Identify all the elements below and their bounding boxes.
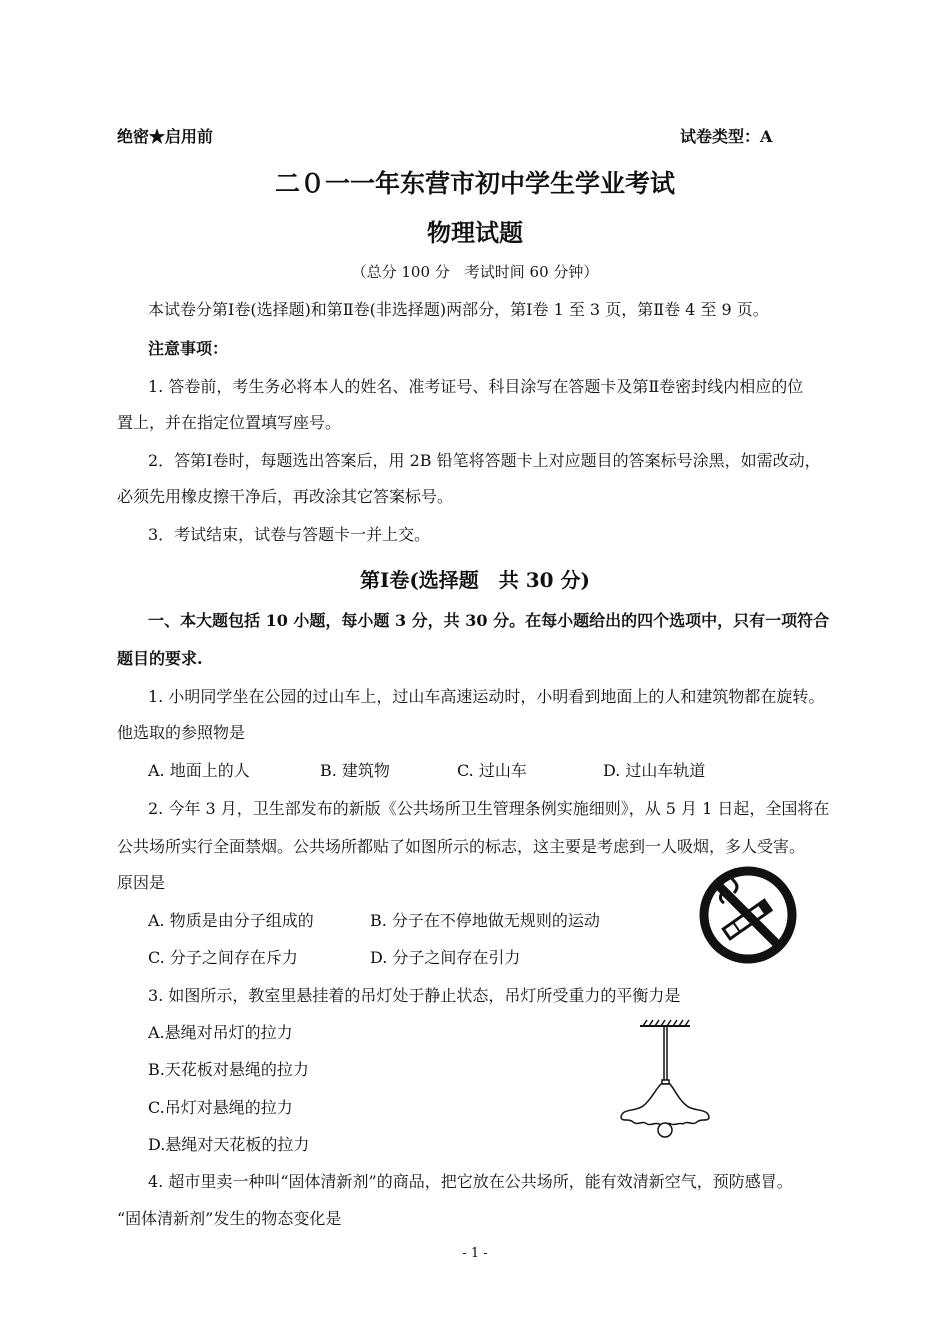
note-2-line-2: 必须先用橡皮擦干净后，再改涂其它答案标号。	[117, 487, 454, 506]
q4-line-2: “固体清新剂”发生的物态变化是	[117, 1209, 342, 1228]
no-smoking-sign-icon	[694, 863, 802, 967]
q4-line-1: 4. 超市里卖一种叫“固体清新剂”的商品，把它放在公共场所，能有效清新空气，预防感冒。	[148, 1172, 793, 1191]
intro-text: 本试卷分第Ⅰ卷(选择题)和第Ⅱ卷(非选择题)两部分，第Ⅰ卷 1 至 3 页，第Ⅱ卷 4 至 9 页。	[148, 300, 769, 319]
q2-line-2: 公共场所实行全面禁烟。公共场所都贴了如图所示的标志，这主要是考虑到一人吸烟，多人受害。	[117, 837, 806, 856]
notes-heading: 注意事项：	[148, 339, 229, 358]
q1-option-d: D. 过山车轨道	[603, 761, 706, 780]
q3-line-1: 3. 如图所示，教室里悬挂着的吊灯处于静止状态，吊灯所受重力的平衡力是	[148, 986, 681, 1005]
page-number: - 1 -	[462, 1246, 488, 1261]
q2-option-c: C. 分子之间存在斥力	[148, 948, 298, 967]
subject-title: 物理试题	[427, 218, 523, 247]
note-3: 3．考试结束，试卷与答题卡一并上交。	[148, 525, 431, 544]
q3-option-b: B.天花板对悬绳的拉力	[148, 1060, 309, 1079]
q2-option-d: D. 分子之间存在引力	[370, 948, 521, 967]
q2-line-1: 2. 今年 3 月，卫生部发布的新版《公共场所卫生管理条例实施细则》，从 5 月 1 日起，全国将在	[148, 799, 830, 818]
page-title: 二０一一年东营市初中学生学业考试	[274, 169, 675, 198]
header-paper-type: 试卷类型：A	[680, 127, 773, 146]
section-instruction-line-1: 一、本大题包括 10 小题，每小题 3 分，共 30 分。在每小题给出的四个选项中，只有一项符合	[148, 611, 830, 630]
score-time: （总分 100 分 考试时间 60 分钟）	[351, 263, 599, 281]
note-1-line-2: 置上，并在指定位置填写座号。	[117, 413, 342, 432]
q1-option-b: B. 建筑物	[320, 761, 390, 780]
q3-option-d: D.悬绳对天花板的拉力	[148, 1135, 310, 1154]
section-title: 第Ⅰ卷(选择题 共 30 分)	[359, 568, 591, 592]
q3-option-a: A.悬绳对吊灯的拉力	[148, 1023, 293, 1042]
q2-option-b: B. 分子在不停地做无规则的运动	[370, 911, 600, 930]
q2-line-3: 原因是	[117, 873, 166, 892]
q2-option-a: A. 物质是由分子组成的	[148, 911, 314, 930]
q1-line-2: 他选取的参照物是	[117, 723, 246, 742]
q1-option-a: A. 地面上的人	[148, 761, 250, 780]
note-1-line-1: 1. 答卷前，考生务必将本人的姓名、准考证号、科目涂写在答题卡及第Ⅱ卷密封线内相应的位	[148, 377, 804, 396]
section-instruction-line-2: 题目的要求.	[117, 649, 203, 668]
q3-option-c: C.吊灯对悬绳的拉力	[148, 1098, 293, 1117]
hanging-lamp-icon	[615, 1018, 715, 1140]
note-2-line-1: 2．答第Ⅰ卷时，每题选出答案后，用 2B 铅笔将答题卡上对应题目的答案标号涂黑，如需改动，	[148, 451, 821, 470]
header-secret: 绝密★启用前	[117, 127, 214, 146]
q1-option-c: C. 过山车	[457, 761, 527, 780]
q1-line-1: 1. 小明同学坐在公园的过山车上，过山车高速运动时，小明看到地面上的人和建筑物都在旋转。	[148, 687, 825, 706]
